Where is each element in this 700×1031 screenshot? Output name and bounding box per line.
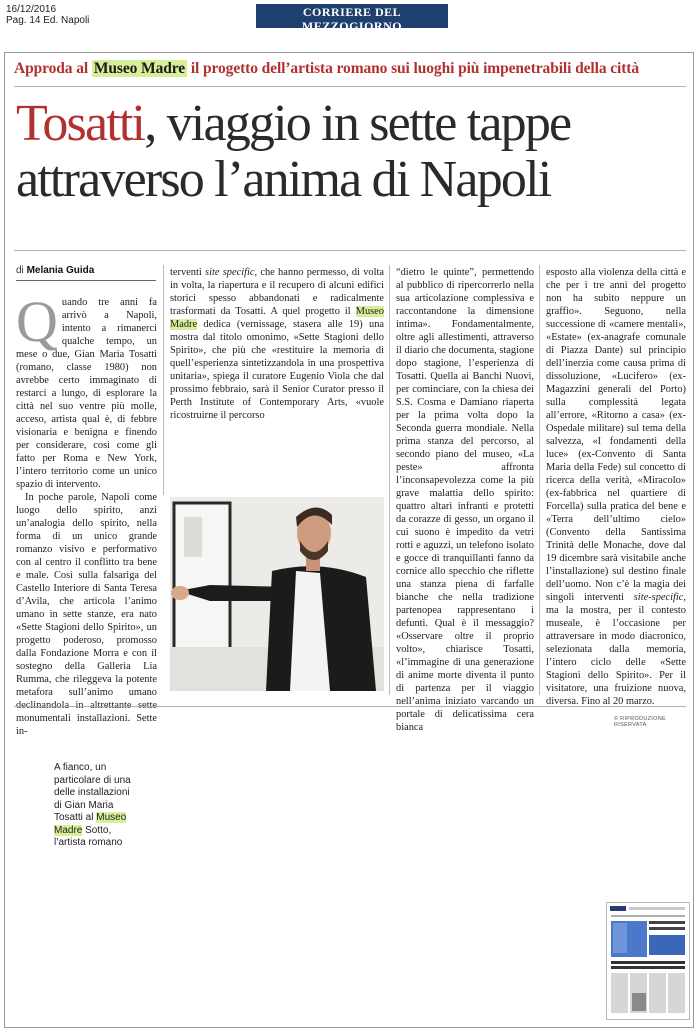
masthead-name: CORRIERE DEL MEZZOGIORNO [301, 5, 403, 33]
headline-name: Tosatti [16, 95, 145, 152]
article-paragraph: uando tre anni fa arrivò a Napoli, intento a rimanerci qualche tempo, un mese o due, Gian Maria Tosatti (romano, classe 1980) non avrebbe certo immaginato di restarci a lungo, di esplorare la città nel suo ventre più molle, acceso, artista qual è, di febbre visionaria e benigna e finendo per considerare, così come gli fatto per Roma e New York, l’intero territorio come un unico spazio di intervento. [16, 297, 157, 490]
caption-rule [14, 706, 686, 707]
kicker-post: il progetto dell’artista romano sui luoghi più impenetrabili della città [187, 60, 640, 77]
newspaper-masthead [256, 4, 448, 40]
copyright-notice: © RIPRODUZIONE RISERVATA [614, 716, 666, 728]
article-paragraph: “dietro le quinte”, permettendo al pubblico di ripercorrerlo nella sua articolazione complessiva e raccontandone la dimensione intima». Fondamentalmente, oltre agli allestimenti, attraverso il diario che documenta, stagione dopo stagione, l’esperienza di Tosatti. Quella ai Banchi Nuovi, per cominciare, con la chiesa dei S.S. Cosma e Damiano riaperta per la prima volta dopo la Seconda guerra mondiale. Nella prima stanza del percorso, al secondo piano del museo, «La peste» affronta l’inconsapevolezza come la più grave malattia dello spirito: quattro altari infranti e protetti da corazze di gesso, un organo il cui suono è impedito da vetri rotti e aguzzi, un telefono isolato e gocce di tranquillanti fanno da cornice allo specchio che riflette una stanza piena di farfalle bianche che nella tradizione partenopea rappresentano i defunti. Qual è il messaggio? «Osservare oltre il proprio volto», chiarisce Tosatti, «l’immagine di una generazione di anime morte diventa il punto di partenza per il viaggio nell’anima iniziato varcando un portale di delicatissima cera bianca [396, 267, 534, 733]
drop-cap: Q [16, 289, 58, 354]
clipping-date: 16/12/2016 [6, 4, 57, 15]
byline-author: Melania Guida [26, 265, 95, 276]
headline-line-1 [16, 96, 688, 152]
photo-caption: A fianco, un particolare di una delle installazioni di Gian Maria Tosatti al Museo Madre Sotto, l’artista romano [54, 762, 131, 848]
article-paragraph: terventi site specific, che hanno permesso, di volta in volta, la riapertura e il recupero di alcuni edifici storici spesso abbandonati e radicalmente trasformati da Tosatti. A quel progetto il Museo Madre dedica (vernissage, stasera alle 19) una mostra dal titolo omonimo, «Sette Stagioni dello Spirito», che più che «restituire la memoria di quell’esperienza sintetizzandola in una prospettiva unitaria», spiega il curatore Eugenio Viola che dal prossimo febbraio, sarà il Senior Curator presso il Perth Institute of Contemporary Arts, «vuole ricostruirne il percorso [170, 267, 384, 421]
headline-line-2: attraverso l’anima di Napoli [16, 151, 551, 208]
clipping-meta [6, 4, 89, 26]
kicker-highlight: Museo Madre [93, 60, 186, 77]
article-column-1 [16, 289, 157, 738]
article-column-4 [546, 266, 686, 708]
article-paragraph: esposto alla violenza della città e che per i tre anni del progetto non ha subito neppure un graffio». Seguono, nella successione di «camere mentali», «Estate» (ex-anagrafe comunale di Piazza Dante) sul principio dell’inerzia come causa prima di dissoluzione, «Lucifero» (ex- Magazzini generali del Porto) sulla complessità legata all’errore, «Ritorno a casa» (ex-Ospedale militare) sul tema della salvezza, «I fondamenti della luce» (ex-Convento di Santa Maria della Fede) sul concetto di ricerca della verità, «Miracolo» (ex-fabbrica nel quartiere di Forcella) sulla pratica del bene e «Terra dell’ultimo cielo» (Convento della Santissima Trinità delle Monache, dove dal 19 dicembre sarà visitabile anche l’installazione) sul destino finale dell’uomo. Non c’è la magia dei singoli interventi site-specific, ma la mostra, per il contesto museale, è l’occasione per attraversare in modo diacronico, selezionata dalla memoria, l’intero ciclo delle «Sette Stagioni dello Spirito». Per il visitatore, una fruizione nuova, diversa. Fino al 20 marzo. [546, 267, 686, 707]
column-separator [163, 265, 164, 495]
column-separator [389, 265, 390, 695]
headline-rule [14, 250, 686, 251]
clipping-page: Pag. 14 Ed. Napoli [6, 15, 90, 26]
museum-highlight: Museo Madre [170, 306, 384, 330]
kicker-pre: Approda al [14, 60, 92, 77]
article-kicker [14, 60, 686, 78]
article-headline [16, 96, 688, 208]
column-separator [539, 265, 540, 695]
page-thumbnail [606, 902, 690, 1020]
byline-prefix: di [16, 265, 27, 276]
article-column-2 [170, 266, 384, 422]
headline-line-1-rest: , viaggio in sette tappe [144, 95, 571, 152]
byline-rule [16, 280, 156, 281]
caption-highlight: Museo Madre [54, 812, 127, 836]
page-thumbnail-image [607, 903, 689, 1019]
artist-photo [170, 497, 384, 691]
byline [16, 265, 94, 276]
article-column-3 [396, 266, 534, 734]
article-paragraph: In poche parole, Napoli come luogo dello spirito, anzi un’analogia dello spirito, nella forma di un unico grande romanzo visivo e performativo con al centro il conflitto tra bene e male. Così sulla falsariga del Castello Interiore di Santa Teresa d’Avila, che articola l’animo umano in sette stanze, era nato «Sette Stagioni dello Spirito», un progetto poderoso, promosso dalla Fondazione Morra e con il sostegno della Galleria Lia Rumma, che rileggeva la potente metafora sull’animo umano declinandola in altrettante sette monumentali installazioni. Sette in- [16, 492, 157, 737]
kicker-rule [14, 86, 686, 87]
masthead-edition: NAPOLI E CAMPANIA [309, 34, 395, 40]
artist-illustration [170, 497, 384, 691]
